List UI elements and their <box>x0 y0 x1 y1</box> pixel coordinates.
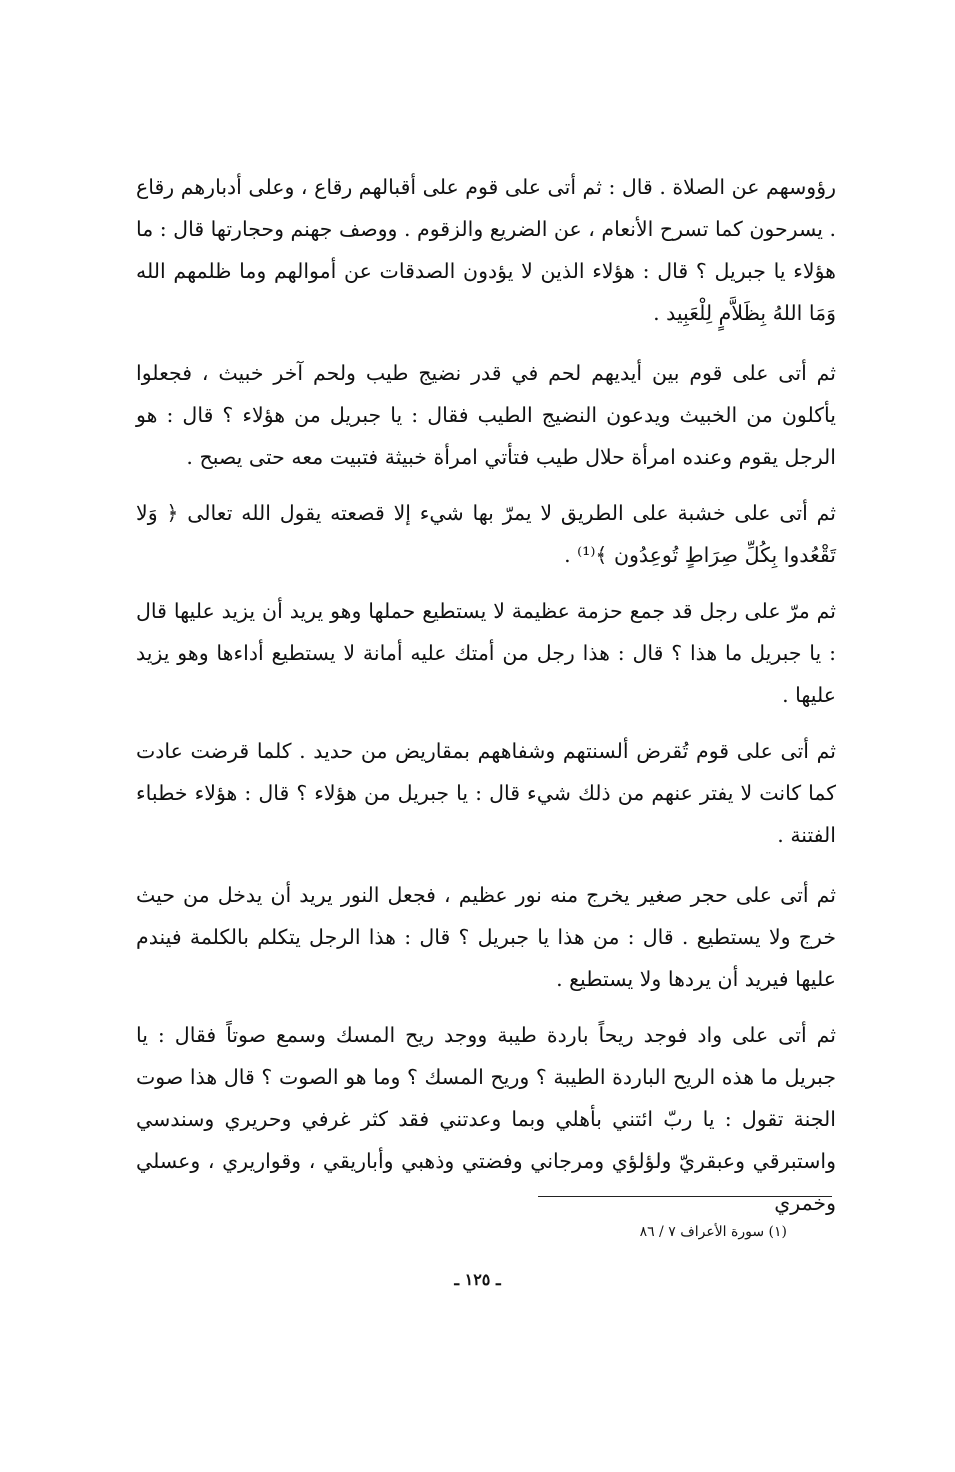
paragraph-4: ثم مرّ على رجل قد جمع حزمة عظيمة لا يستطيع حملها وهو يريد أن يزيد عليها قال : يا جبريل ما هذا ؟ قال : هذا رجل من أمتك عليه أمانة لا يستطيع أداءها وهو يزيد عليها . <box>136 599 836 707</box>
paragraph-5: ثم أتى على قوم تُقرض ألسنتهم وشفاههم بمقاريض من حديد . كلما قرضت عادت كما كانت لا يفتر عنهم من ذلك شيء قال : يا جبريل من هؤلاء ؟ قال : هؤلاء خطباء الفتنة . <box>136 739 836 847</box>
footnote-divider <box>538 1196 832 1197</box>
footnote: (١) سورة الأعراف ٧ / ٨٦ <box>639 1224 787 1240</box>
paragraph-7: ثم أتى على واد فوجد ريحاً باردة طيبة ووجد ريح المسك وسمع صوتاً فقال : يا جبريل ما هذه الريح الباردة الطيبة ؟ وريح المسك ؟ وما هو الصوت ؟ قال هذا صوت الجنة تقول : يا ربّ ائتني بأهلي وبما وعدتني فقد كثر غرفي وحريري وسندسي واستبرقي وعبقريّ ولؤلؤي ومرجاني وفضتي وذهبي وأباريقي ، وقواريري ، وعسلي وخمري <box>136 1023 836 1215</box>
main-text <box>136 166 836 1224</box>
paragraph-3: ثم أتى على خشبة على الطريق لا يمرّ بها شيء إلا قصعته يقول الله تعالى ﴿ وَلا تَقْعُدوا بِكُلِّ صِرَاطٍ تُوعِدُون ﴾⁽¹⁾ . <box>136 501 836 567</box>
page-number: ـ ١٢٥ ـ <box>454 1270 501 1289</box>
paragraph-6: ثم أتى على حجر صغير يخرج منه نور عظيم ، فجعل النور يريد أن يدخل من حيث خرج ولا يستطيع . قال : من هذا يا جبريل ؟ قال : هذا الرجل يتكلم بالكلمة فيندم عليها فيريد أن يردها ولا يستطيع . <box>136 883 836 991</box>
paragraph-1: رؤوسهم عن الصلاة . قال : ثم أتى على قوم على أقبالهم رقاع ، وعلى أدبارهم رقاع . يسرحون كما تسرح الأنعام ، عن الضريع والزقوم . ووصف جهنم وحجارتها قال : ما هؤلاء يا جبريل ؟ قال : هؤلاء الذين لا يؤدون الصدقات عن أموالهم وما ظلمهم الله وَمَا اللهُ بِظَلاَّمٍ لِلْعَبِيد . <box>136 175 836 325</box>
paragraph-2: ثم أتى على قوم بين أيديهم لحم في قدر نضيج طيب ولحم آخر خبيث ، فجعلوا يأكلون من الخبيث ويدعون النضيج الطيب فقال : يا جبريل من هؤلاء ؟ قال : هو الرجل يقوم وعنده امرأة حلال طيب فتأتي امرأة خبيثة فتبيت معه حتى يصبح . <box>136 361 836 469</box>
